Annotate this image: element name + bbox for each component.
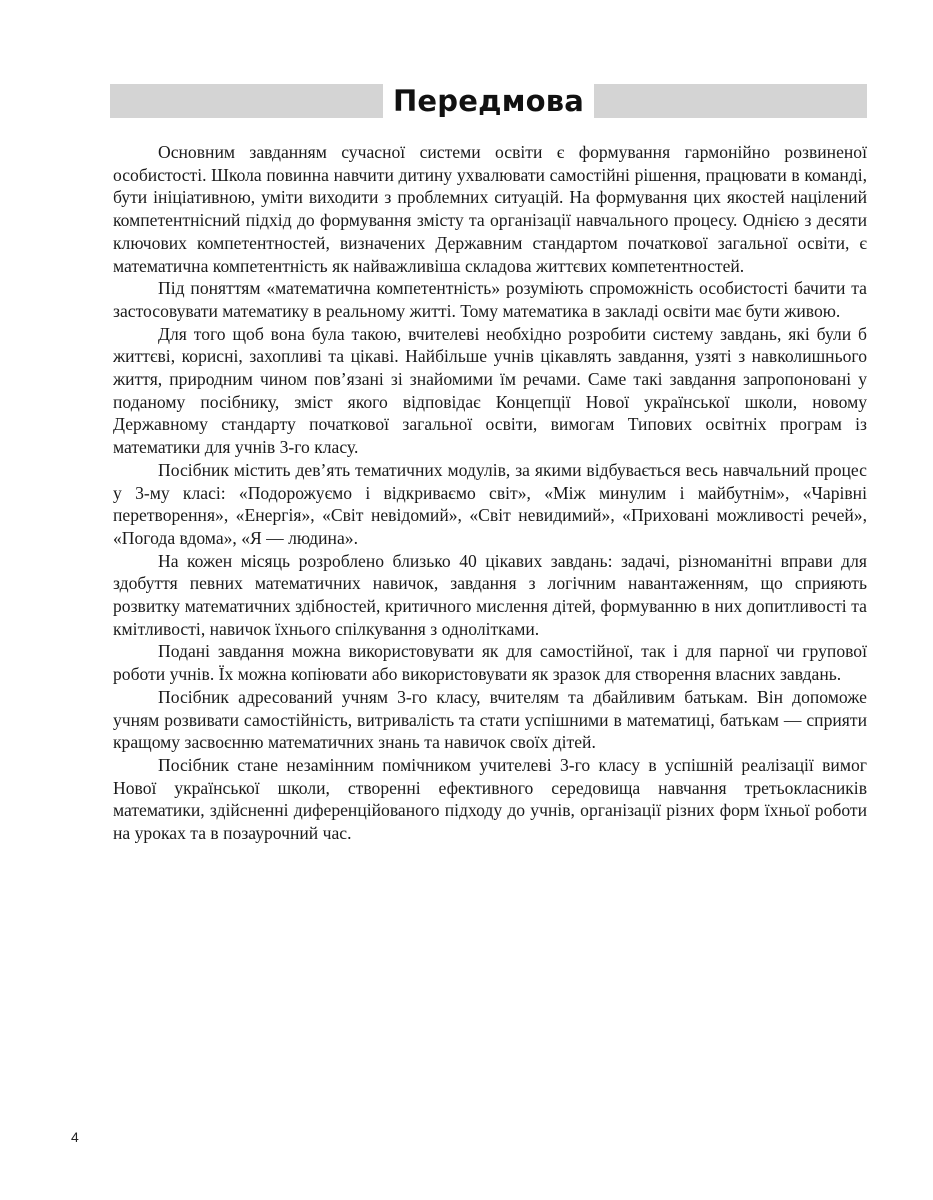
page-title: Передмова <box>392 84 585 118</box>
header-bar-right <box>594 84 867 118</box>
page-number: 4 <box>71 1129 79 1145</box>
paragraph: Для того щоб вона була такою, вчителеві необхідно розробити систему завдань, які були б життєві, корисні, захопливі та цікаві. Найбільше учнів цікавлять завдання, узяті з навколишнього життя, природним чином пов’язані зі знайомими їм речами. Саме такі завдання запропоновані у поданому посібнику, зміст якого відповідає Концепції Нової української школи, новому Державному стандарту початкової загальної освіти, вимогам Типових освітніх програм із математики для учнів 3-го класу. <box>113 323 867 458</box>
paragraph: Під поняттям «математична компетентність» розуміють спроможність особистості бачити та застосовувати математику в реальному житті. Тому математика в закладі освіти має бути живою. <box>113 278 867 321</box>
section-header <box>110 84 867 118</box>
paragraph: Подані завдання можна використовувати як для самостійної, так і для парної чи групової роботи учнів. Їх можна копіювати або використовувати як зразок для створення власних завдань. <box>113 641 867 685</box>
paragraph: На кожен місяць розроблено близько 40 цікавих завдань: задачі, різноманітні вправи для здобуття певних математичних навичок, завдання з логічним навантаженням, що сприяють розвитку математичних здібностей, критичного мислення дітей, формуванню в них допитливості та кмітливості, навичок їхнього спілкування з однолітками. <box>113 550 867 639</box>
paragraph: Посібник адресований учням 3-го класу, вчителям та дбайливим батькам. Він допоможе учням розвивати самостійність, витривалість та стати успішними в математиці, батькам — сприяти кращому засвоєнню математичних знань та навичок своїх дітей. <box>113 686 867 753</box>
paragraph: Посібник містить дев’ять тематичних модулів, за якими відбувається весь навчальний процес у 3-му класі: «Подорожуємо і відкриваємо світ», «Між минулим і майбутнім», «Чарівні перетворення», «Енергія», «Світ невідомий», «Світ невидимий», «Приховані можливості речей», «Погода вдома», «Я — людина». <box>113 459 867 548</box>
preface-body <box>113 141 867 845</box>
paragraph: Основним завданням сучасної системи освіти є формування гармонійно розвиненої особистості. Школа повинна навчити дитину ухвалювати самостійні рішення, працювати в команді, бути ініціативною, уміти виходити з проблемних ситуацій. На формування цих якостей націлений компетентнісний підхід до формування змісту та організації навчального процесу. Однією з десяти ключових компетентностей, визначених Державним стандартом початкової загальної освіти, є математична компетентність як найважливіша складова життєвих компетентностей. <box>113 142 867 276</box>
header-bar-left <box>110 84 383 118</box>
paragraph: Посібник стане незамінним помічником учителеві 3-го класу в успішній реалізації вимог Нової української школи, створенні ефективного середовища навчання третьокласників математики, здійсненні диференційованого підходу до учнів, організації різних форм їхньої роботи на уроках та в позаурочний час. <box>113 754 867 844</box>
